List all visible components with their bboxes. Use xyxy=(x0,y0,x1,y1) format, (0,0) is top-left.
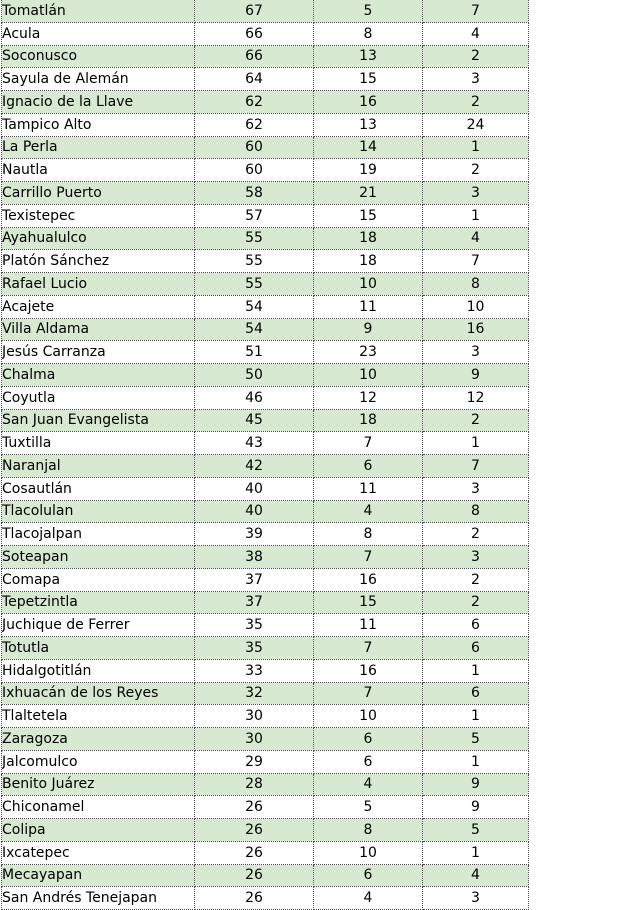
value-cell: 1 xyxy=(423,136,529,159)
value-cell: 54 xyxy=(195,295,314,318)
value-cell: 4 xyxy=(314,773,423,796)
value-cell: 6 xyxy=(423,637,529,660)
value-cell: 5 xyxy=(314,796,423,819)
value-cell: 12 xyxy=(314,386,423,409)
value-cell: 55 xyxy=(195,273,314,296)
value-cell: 11 xyxy=(314,295,423,318)
value-cell: 2 xyxy=(423,45,529,68)
municipality-name-cell: Tepetzintla xyxy=(2,591,195,614)
value-cell: 7 xyxy=(314,546,423,569)
municipality-name-cell: San Juan Evangelista xyxy=(2,409,195,432)
value-cell: 26 xyxy=(195,864,314,887)
value-cell: 7 xyxy=(314,682,423,705)
table-row xyxy=(2,22,529,45)
value-cell: 66 xyxy=(195,22,314,45)
value-cell: 6 xyxy=(423,682,529,705)
value-cell: 6 xyxy=(423,614,529,637)
value-cell: 10 xyxy=(314,705,423,728)
value-cell: 1 xyxy=(423,750,529,773)
value-cell: 3 xyxy=(423,546,529,569)
municipality-name-cell: Acajete xyxy=(2,295,195,318)
value-cell: 3 xyxy=(423,477,529,500)
value-cell: 2 xyxy=(423,523,529,546)
municipality-name-cell: Totutla xyxy=(2,637,195,660)
value-cell: 1 xyxy=(423,204,529,227)
table-row xyxy=(2,864,529,887)
value-cell: 26 xyxy=(195,887,314,910)
value-cell: 45 xyxy=(195,409,314,432)
municipality-name-cell: Tomatlán xyxy=(2,0,195,22)
value-cell: 16 xyxy=(314,568,423,591)
table-row xyxy=(2,819,529,842)
value-cell: 14 xyxy=(314,136,423,159)
value-cell: 30 xyxy=(195,728,314,751)
municipality-name-cell: Coyutla xyxy=(2,386,195,409)
value-cell: 5 xyxy=(423,819,529,842)
municipality-name-cell: Rafael Lucio xyxy=(2,273,195,296)
municipality-name-cell: Chalma xyxy=(2,364,195,387)
value-cell: 3 xyxy=(423,68,529,91)
value-cell: 24 xyxy=(423,113,529,136)
table-row xyxy=(2,227,529,250)
value-cell: 23 xyxy=(314,341,423,364)
value-cell: 66 xyxy=(195,45,314,68)
value-cell: 5 xyxy=(423,728,529,751)
municipality-name-cell: Benito Juárez xyxy=(2,773,195,796)
value-cell: 60 xyxy=(195,159,314,182)
value-cell: 16 xyxy=(314,659,423,682)
table-row xyxy=(2,591,529,614)
municipality-name-cell: Naranjal xyxy=(2,455,195,478)
value-cell: 58 xyxy=(195,182,314,205)
value-cell: 8 xyxy=(314,523,423,546)
value-cell: 16 xyxy=(314,91,423,114)
table-row xyxy=(2,250,529,273)
value-cell: 3 xyxy=(423,341,529,364)
value-cell: 26 xyxy=(195,796,314,819)
value-cell: 2 xyxy=(423,159,529,182)
table-row xyxy=(2,409,529,432)
table-row xyxy=(2,364,529,387)
value-cell: 8 xyxy=(314,819,423,842)
municipality-name-cell: Villa Aldama xyxy=(2,318,195,341)
municipality-name-cell: Ixhuacán de los Reyes xyxy=(2,682,195,705)
table-row xyxy=(2,546,529,569)
table-row xyxy=(2,318,529,341)
value-cell: 28 xyxy=(195,773,314,796)
value-cell: 6 xyxy=(314,728,423,751)
value-cell: 51 xyxy=(195,341,314,364)
value-cell: 7 xyxy=(423,250,529,273)
value-cell: 30 xyxy=(195,705,314,728)
municipality-name-cell: Tuxtilla xyxy=(2,432,195,455)
municipality-name-cell: Colipa xyxy=(2,819,195,842)
value-cell: 8 xyxy=(423,273,529,296)
municipality-name-cell: Jalcomulco xyxy=(2,750,195,773)
municipality-name-cell: Soteapan xyxy=(2,546,195,569)
value-cell: 55 xyxy=(195,227,314,250)
table-row xyxy=(2,68,529,91)
value-cell: 13 xyxy=(314,113,423,136)
table-row xyxy=(2,295,529,318)
municipality-name-cell: Mecayapan xyxy=(2,864,195,887)
municipality-name-cell: Platón Sánchez xyxy=(2,250,195,273)
table-row xyxy=(2,796,529,819)
value-cell: 4 xyxy=(423,864,529,887)
table-row xyxy=(2,159,529,182)
municipality-name-cell: Tlacolulan xyxy=(2,500,195,523)
table-body xyxy=(2,0,529,910)
municipality-name-cell: Tlacojalpan xyxy=(2,523,195,546)
value-cell: 19 xyxy=(314,159,423,182)
municipality-data-table xyxy=(1,0,529,910)
value-cell: 42 xyxy=(195,455,314,478)
value-cell: 67 xyxy=(195,0,314,22)
table-row xyxy=(2,386,529,409)
value-cell: 7 xyxy=(423,455,529,478)
value-cell: 50 xyxy=(195,364,314,387)
value-cell: 16 xyxy=(423,318,529,341)
table-row xyxy=(2,705,529,728)
value-cell: 9 xyxy=(314,318,423,341)
value-cell: 7 xyxy=(314,432,423,455)
value-cell: 9 xyxy=(423,773,529,796)
value-cell: 1 xyxy=(423,841,529,864)
municipality-name-cell: San Andrés Tenejapan xyxy=(2,887,195,910)
value-cell: 6 xyxy=(314,455,423,478)
municipality-name-cell: Nautla xyxy=(2,159,195,182)
value-cell: 9 xyxy=(423,364,529,387)
table-row xyxy=(2,182,529,205)
municipality-name-cell: Ayahualulco xyxy=(2,227,195,250)
value-cell: 43 xyxy=(195,432,314,455)
value-cell: 9 xyxy=(423,796,529,819)
table-row xyxy=(2,728,529,751)
value-cell: 26 xyxy=(195,819,314,842)
table-row xyxy=(2,887,529,910)
value-cell: 3 xyxy=(423,887,529,910)
municipality-name-cell: Tlaltetela xyxy=(2,705,195,728)
value-cell: 32 xyxy=(195,682,314,705)
value-cell: 18 xyxy=(314,409,423,432)
value-cell: 40 xyxy=(195,500,314,523)
value-cell: 13 xyxy=(314,45,423,68)
value-cell: 12 xyxy=(423,386,529,409)
municipality-name-cell: Zaragoza xyxy=(2,728,195,751)
value-cell: 1 xyxy=(423,705,529,728)
value-cell: 6 xyxy=(314,750,423,773)
table-row xyxy=(2,773,529,796)
value-cell: 11 xyxy=(314,477,423,500)
value-cell: 15 xyxy=(314,68,423,91)
value-cell: 62 xyxy=(195,113,314,136)
value-cell: 3 xyxy=(423,182,529,205)
value-cell: 38 xyxy=(195,546,314,569)
table-row xyxy=(2,341,529,364)
municipality-name-cell: Comapa xyxy=(2,568,195,591)
table-row xyxy=(2,614,529,637)
value-cell: 15 xyxy=(314,591,423,614)
value-cell: 64 xyxy=(195,68,314,91)
municipality-name-cell: Tampico Alto xyxy=(2,113,195,136)
value-cell: 37 xyxy=(195,568,314,591)
table-row xyxy=(2,91,529,114)
value-cell: 54 xyxy=(195,318,314,341)
value-cell: 4 xyxy=(423,22,529,45)
municipality-name-cell: Acula xyxy=(2,22,195,45)
table-row xyxy=(2,659,529,682)
value-cell: 18 xyxy=(314,227,423,250)
table-row xyxy=(2,523,529,546)
value-cell: 57 xyxy=(195,204,314,227)
table-row xyxy=(2,841,529,864)
table-row xyxy=(2,568,529,591)
value-cell: 8 xyxy=(314,22,423,45)
value-cell: 26 xyxy=(195,841,314,864)
table-row xyxy=(2,455,529,478)
municipality-name-cell: Cosautlán xyxy=(2,477,195,500)
table-row xyxy=(2,682,529,705)
municipality-name-cell: La Perla xyxy=(2,136,195,159)
value-cell: 35 xyxy=(195,637,314,660)
municipality-name-cell: Ignacio de la Llave xyxy=(2,91,195,114)
table-row xyxy=(2,432,529,455)
value-cell: 5 xyxy=(314,0,423,22)
table-row xyxy=(2,113,529,136)
table-row xyxy=(2,500,529,523)
value-cell: 60 xyxy=(195,136,314,159)
value-cell: 8 xyxy=(423,500,529,523)
value-cell: 15 xyxy=(314,204,423,227)
value-cell: 21 xyxy=(314,182,423,205)
municipality-name-cell: Chiconamel xyxy=(2,796,195,819)
value-cell: 55 xyxy=(195,250,314,273)
value-cell: 10 xyxy=(314,273,423,296)
value-cell: 4 xyxy=(314,500,423,523)
value-cell: 7 xyxy=(314,637,423,660)
table-row xyxy=(2,637,529,660)
municipality-name-cell: Juchique de Ferrer xyxy=(2,614,195,637)
value-cell: 35 xyxy=(195,614,314,637)
table-row xyxy=(2,750,529,773)
table-row xyxy=(2,136,529,159)
value-cell: 4 xyxy=(314,887,423,910)
value-cell: 1 xyxy=(423,432,529,455)
municipality-name-cell: Texistepec xyxy=(2,204,195,227)
municipality-name-cell: Ixcatepec xyxy=(2,841,195,864)
table-row xyxy=(2,204,529,227)
table-row xyxy=(2,0,529,22)
value-cell: 6 xyxy=(314,864,423,887)
municipality-name-cell: Sayula de Alemán xyxy=(2,68,195,91)
value-cell: 2 xyxy=(423,568,529,591)
value-cell: 37 xyxy=(195,591,314,614)
value-cell: 4 xyxy=(423,227,529,250)
value-cell: 40 xyxy=(195,477,314,500)
value-cell: 10 xyxy=(314,364,423,387)
municipality-name-cell: Carrillo Puerto xyxy=(2,182,195,205)
value-cell: 2 xyxy=(423,91,529,114)
value-cell: 46 xyxy=(195,386,314,409)
value-cell: 7 xyxy=(423,0,529,22)
table-row xyxy=(2,273,529,296)
value-cell: 33 xyxy=(195,659,314,682)
value-cell: 39 xyxy=(195,523,314,546)
value-cell: 1 xyxy=(423,659,529,682)
value-cell: 10 xyxy=(314,841,423,864)
value-cell: 18 xyxy=(314,250,423,273)
value-cell: 2 xyxy=(423,591,529,614)
value-cell: 10 xyxy=(423,295,529,318)
municipality-name-cell: Hidalgotitlán xyxy=(2,659,195,682)
value-cell: 11 xyxy=(314,614,423,637)
municipality-name-cell: Soconusco xyxy=(2,45,195,68)
value-cell: 2 xyxy=(423,409,529,432)
value-cell: 62 xyxy=(195,91,314,114)
municipality-name-cell: Jesús Carranza xyxy=(2,341,195,364)
table-row xyxy=(2,45,529,68)
value-cell: 29 xyxy=(195,750,314,773)
table-row xyxy=(2,477,529,500)
